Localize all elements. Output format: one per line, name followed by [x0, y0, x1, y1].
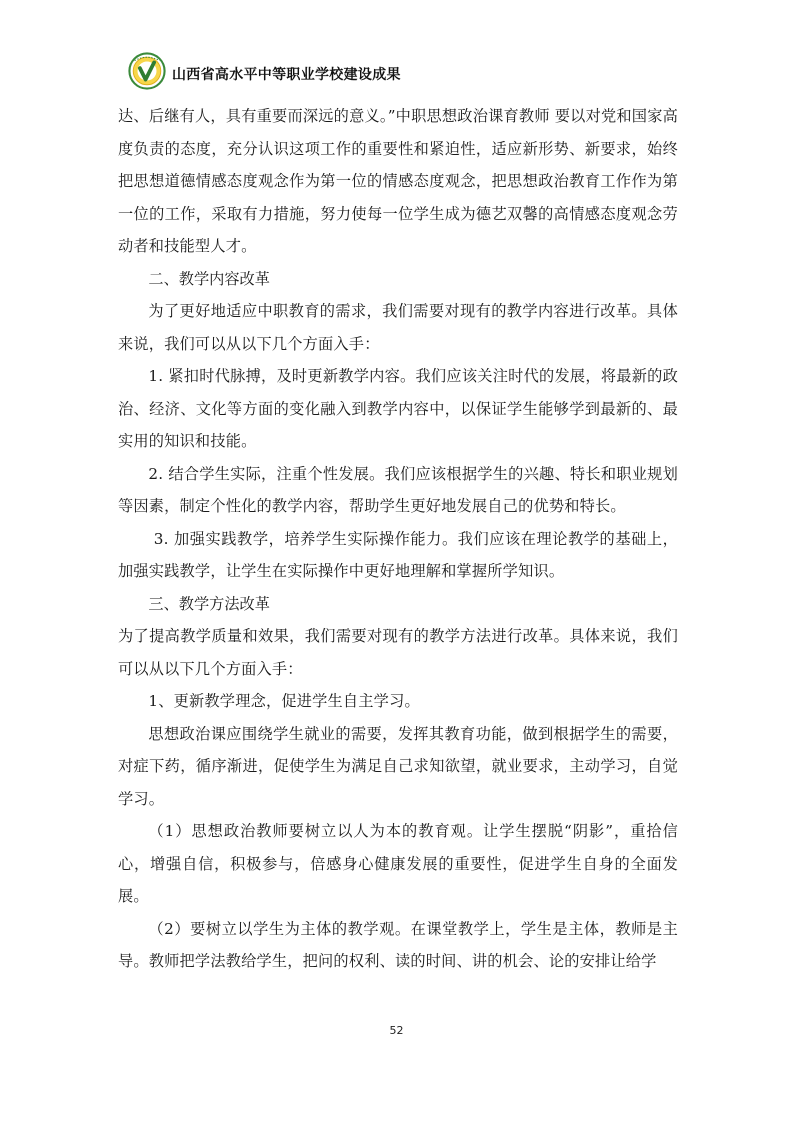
header-title: 山西省高水平中等职业学校建设成果 — [172, 67, 401, 83]
list-item-1: 1. 紧扣时代脉搏，及时更新教学内容。我们应该关注时代的发展，将最新的政治、经济、文化等方面的变化融入到教学内容中，以保证学生能够学到最新的、最实用的知识和技能。 — [118, 367, 678, 450]
paragraph-method-intro: 为了提高教学质量和效果，我们需要对现有的教学方法进行改革。具体来说，我们可以从以下几个方面入手： — [118, 627, 678, 678]
list-item-2: 2. 结合学生实际，注重个性发展。我们应该根据学生的兴趣、特长和职业规划等因素，制定个性化的教学内容，帮助学生更好地发展自己的优势和特长。 — [118, 464, 678, 515]
paragraph-continuation: 达、后继有人，具有重要而深远的意义。”中职思想政治课育教师 要以对党和国家高度负责的态度，充分认识这项工作的重要性和紧迫性，适应新形势、新要求，始终把思想道德情感态度观念作为第一位的情感态度观念，把思想政治教育工作作为第一位的工作，采取有力措施，努力使每一位学生成为德艺双馨的高情感态度观念劳动者和技能型人才。 — [118, 107, 678, 255]
paragraph-political-course: 思想政治课应围绕学生就业的需要，发挥其教育功能，做到根据学生的需要，对症下药，循序渐进，促使学生为满足自己求知欲望，就业要求，主动学习，自觉学习。 — [118, 724, 678, 808]
document-body — [118, 100, 678, 978]
page-header — [128, 48, 401, 94]
school-emblem-icon — [128, 52, 166, 90]
section-heading-method-reform: 三、教学方法改革 — [148, 594, 270, 613]
section-heading-content-reform: 二、教学内容改革 — [148, 269, 270, 288]
paragraph-point-1: （1）思想政治教师要树立以人为本的教育观。让学生摆脱“阴影”，重拾信心，增强自信，积极参与，倍感身心健康发展的重要性，促进学生自身的全面发展。 — [118, 822, 678, 905]
paragraph-content-intro: 为了更好地适应中职教育的需求，我们需要对现有的教学内容进行改革。具体来说，我们可以从以下几个方面入手： — [118, 302, 678, 353]
list-item-3: 3. 加强实践教学，培养学生实际操作能力。我们应该在理论教学的基础上，加强实践教学，让学生在实际操作中更好地理解和掌握所学知识。 — [118, 529, 678, 580]
paragraph-point-2: （2）要树立以学生为主体的教学观。在课堂教学上，学生是主体，教师是主导。教师把学法教给学生，把问的权利、读的时间、讲的机会、论的安排让给学 — [118, 919, 678, 970]
subheading-teaching-concept: 1、更新教学理念，促进学生自主学习。 — [148, 692, 420, 710]
page-number: 52 — [389, 1024, 404, 1037]
